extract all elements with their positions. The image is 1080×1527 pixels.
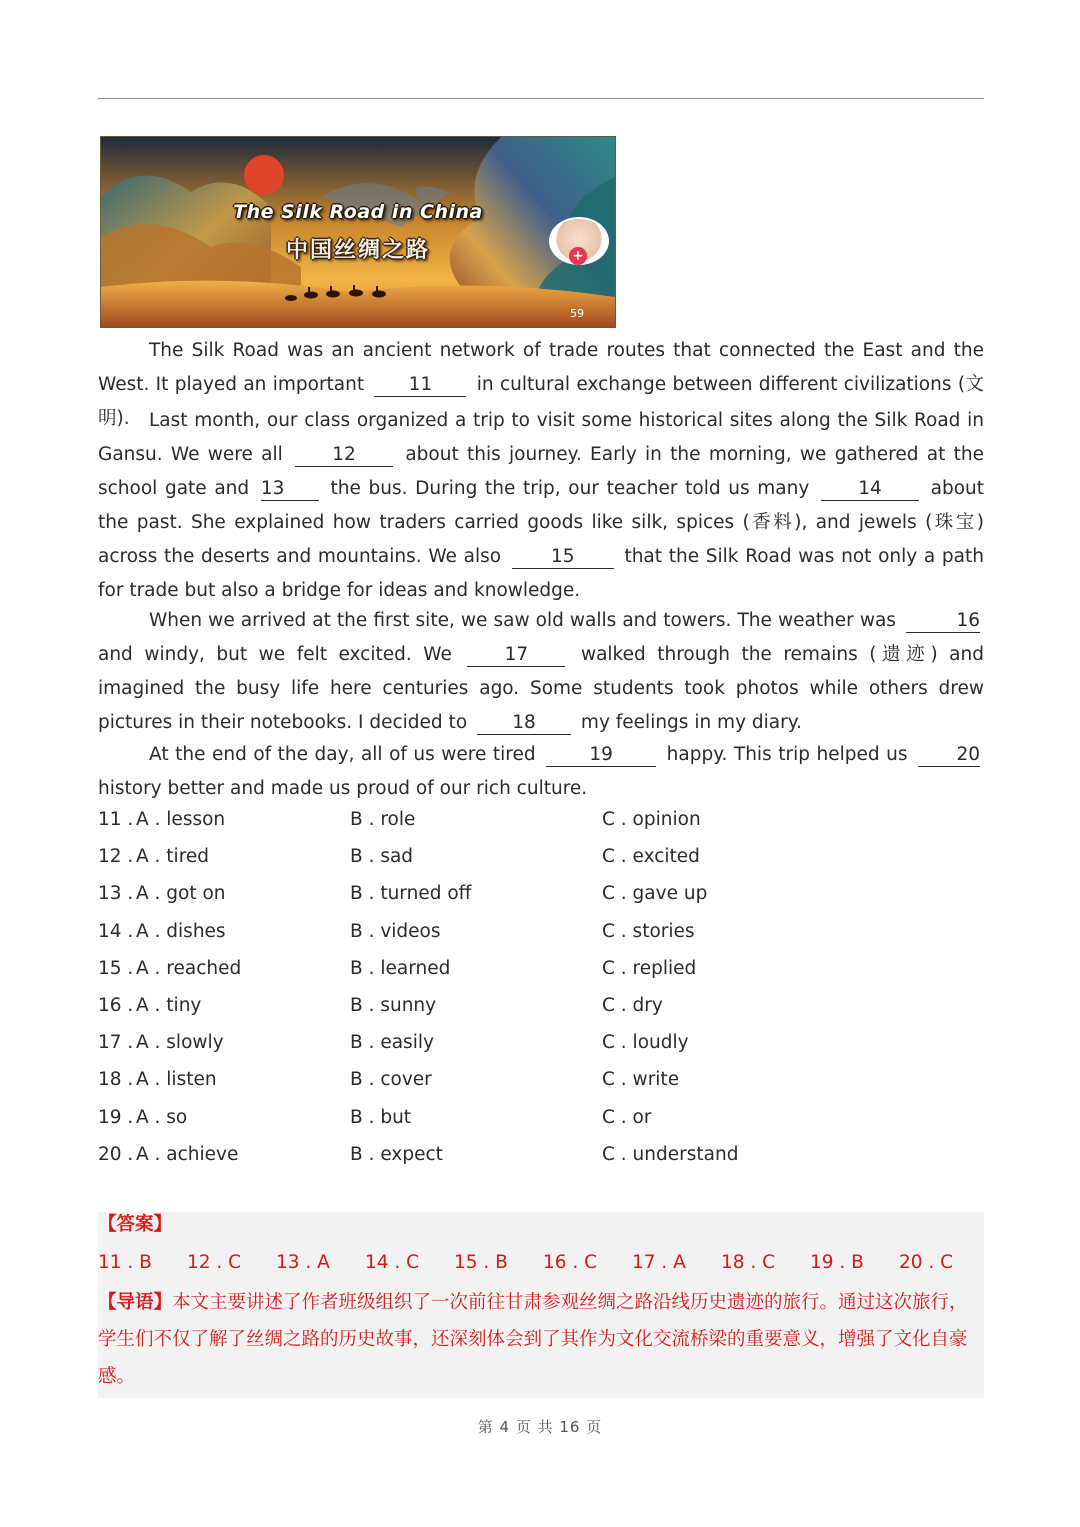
answer-item: 15 . B (454, 1252, 508, 1273)
option-row: 14 . A . dishes B . videos C . stories (98, 920, 695, 942)
answer-item: 13 . A (276, 1252, 330, 1273)
option-row: 15 . A . reached B . learned C . replied (98, 957, 697, 979)
option-row: 16 . A . tiny B . sunny C . dry (98, 994, 663, 1016)
answer-item: 14 . C (365, 1252, 420, 1273)
answer-item: 11 . B (98, 1252, 152, 1273)
option-row: 19 . A . so B . but C . or (98, 1106, 652, 1128)
option-row: 17 . A . slowly B . easily C . loudly (98, 1032, 689, 1054)
blank-17: 17 (467, 644, 565, 667)
blank-19: 19 (546, 744, 656, 767)
blank-15: 15 (512, 546, 614, 569)
answer-list (98, 1250, 984, 1276)
blank-13: 13 (261, 478, 319, 501)
blank-12: 12 (295, 444, 393, 467)
answer-item: 17 . A (632, 1252, 686, 1273)
paragraph-2: Last month, our class organized a trip to visit some historical sites along the Silk Road in Gansu. We were all 12 about this journey. Early in the morning, we gathered at the school gate and 13 the bus. During the trip, our teacher told us many 14 about the past. She explained how traders carried goods like silk, spices (香料), and jewels (珠宝) across the deserts and mountains. We also 15 that the Silk Road was not only a path for trade but also a bridge for ideas and knowledge. (98, 410, 985, 601)
answer-item: 12 . C (187, 1252, 242, 1273)
page-footer: 第 4 页 共 16 页 (477, 1418, 603, 1436)
option-row: 11 . A . lesson B . role C . opinion (98, 809, 701, 830)
option-row: 20 . A . achieve B . expect C . understand (98, 1143, 739, 1165)
blank-18: 18 (477, 712, 571, 735)
answer-item: 16 . C (543, 1252, 598, 1273)
follow-plus-icon[interactable]: + (569, 247, 587, 265)
banner-subtitle: 中国丝绸之路 (285, 237, 430, 263)
paragraph-1: The Silk Road was an ancient network of trade routes that connected the East and the West. It played an important 11 in cultural exchange between different civilizations (文明). (98, 340, 984, 429)
answer-item: 19 . B (810, 1252, 864, 1273)
answer-label: 【答案】 (98, 1214, 173, 1235)
blank-20: 20 (918, 744, 980, 767)
blank-16: 16 (906, 610, 980, 633)
blank-14: 14 (821, 478, 919, 501)
guide-label: 【导语】 (98, 1292, 173, 1313)
answer-item: 20 . C (899, 1252, 954, 1273)
guide-text: 【导语】本文主要讲述了作者班级组织了一次前往甘肃参观丝绸之路沿线历史遗迹的旅行。通过这次旅行，学生们不仅了解了丝绸之路的历史故事，还深刻体会到了其作为文化交流桥梁的重要意义，增强了文化自豪感。 (98, 1292, 968, 1387)
paragraph-3: When we arrived at the first site, we saw old walls and towers. The weather was 16 and windy, but we felt excited. We 17 walked through the remains (遗迹) and imagined the busy life here centuries ago. Some students took photos while others drew pictures in their notebooks. I decided to 18 my feelings in my diary. (98, 610, 984, 733)
paragraph-4: At the end of the day, all of us were tired 19 happy. This trip helped us 20 history better and made us proud of our rich culture. (98, 744, 980, 799)
banner-title: The Silk Road in China (233, 201, 483, 223)
header-rule (98, 98, 984, 99)
silk-road-banner-image (100, 136, 616, 328)
landscape-illustration (101, 137, 615, 327)
option-row: 12 . A . tired B . sad C . excited (98, 846, 700, 868)
like-count: 59 (570, 307, 584, 320)
answer-key-section (98, 1212, 984, 1398)
answer-options (98, 804, 984, 1176)
option-row: 18 . A . listen B . cover C . write (98, 1069, 680, 1091)
answer-item: 18 . C (721, 1252, 776, 1273)
heart-icon[interactable] (556, 275, 616, 328)
option-row: 13 . A . got on B . turned off C . gave up (98, 883, 708, 905)
blank-11: 11 (374, 374, 466, 397)
